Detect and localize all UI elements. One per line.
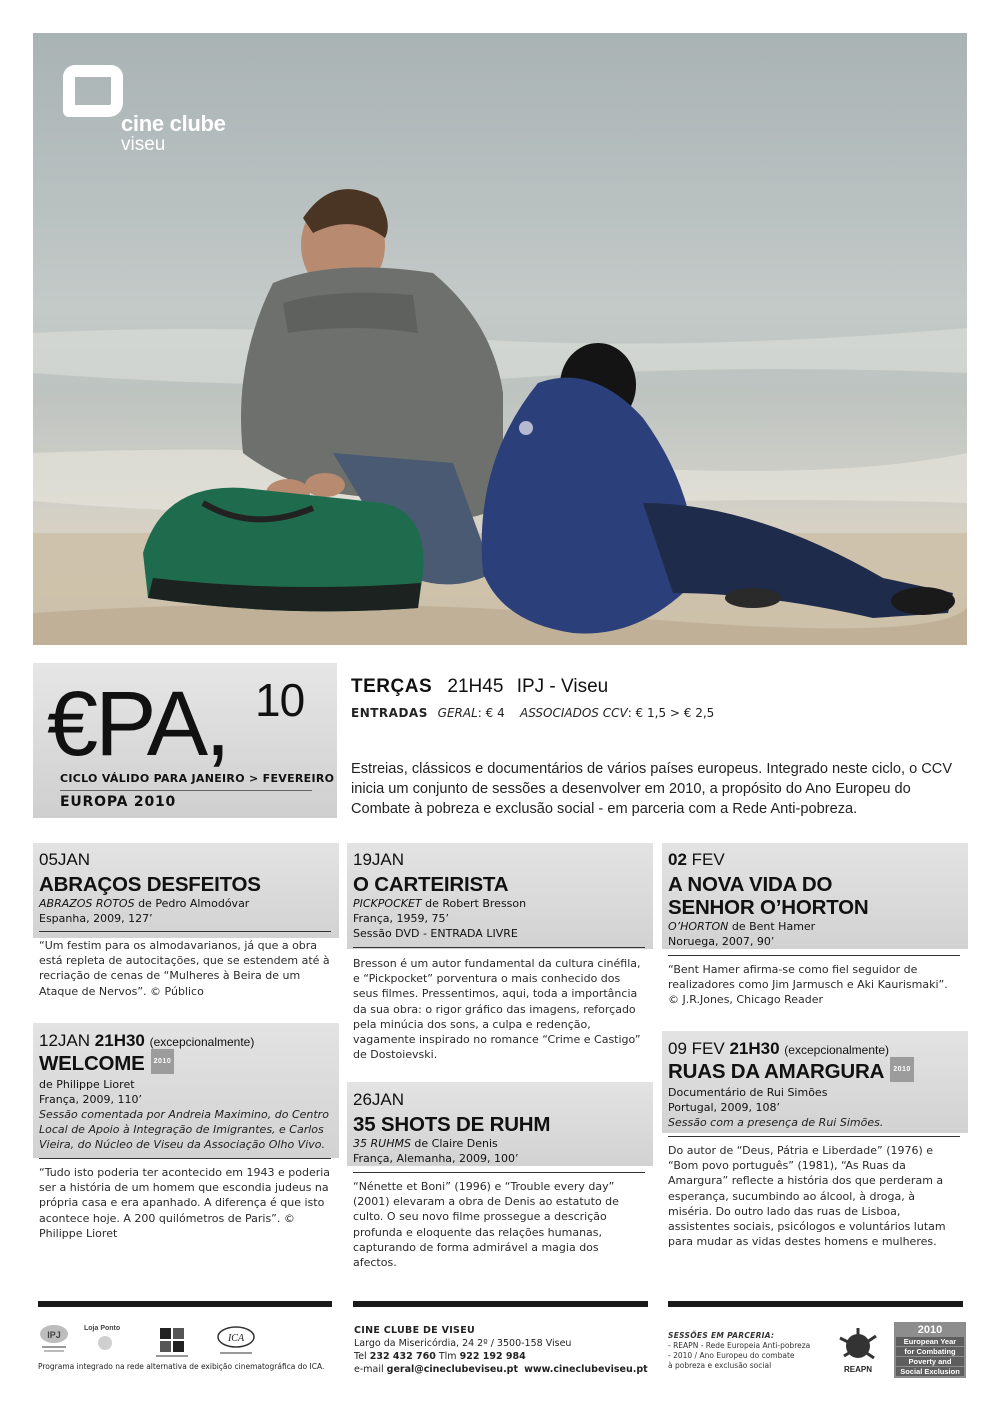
film-entry: [33, 843, 339, 1023]
film-director: de Claire Denis: [410, 1137, 498, 1150]
loja-ponto-logo-icon: [84, 1325, 120, 1350]
film-entry: [347, 1082, 653, 1270]
film-title-line-2: SENHOR O’HORTON: [668, 896, 869, 919]
european-year-badge: [894, 1322, 966, 1378]
film-note: Sessão com a presença de Rui Simões.: [668, 1116, 884, 1130]
film-director: de Bent Hamer: [728, 920, 816, 933]
film-entry: [662, 843, 968, 1023]
european-year-line: for Combating: [896, 1347, 964, 1356]
members-label: ASSOCIADOS CCV: [520, 706, 628, 720]
film-director: de Philippe Lioret: [39, 1078, 135, 1092]
program-subtitle: EUROPA 2010: [60, 794, 177, 810]
footer-bar-center: [353, 1301, 648, 1307]
film-divider: [39, 1158, 331, 1159]
film-title: [668, 1060, 960, 1085]
loja-ponto-text: Loja Ponto: [84, 1325, 121, 1332]
film-description: “Bent Hamer afirma-se como fiel seguidor de realizadores como Jim Jarmusch e Aki Kaurismaki”. © J.R.Jones, Chicago Reader: [668, 963, 948, 1007]
footer-bar-left: [38, 1301, 332, 1307]
general-price: : € 4: [477, 706, 505, 720]
film-title: [39, 1052, 331, 1077]
film-description: Bresson é um autor fundamental da cultura cinéfila, e “Pickpocket” porventura o mais conhecido dos seus filmes. Pressentimos, aqui, toda a importância da sua obra: o rigor gráfico das imagens, reforçado pela minúcia dos sons, a culpa e redenção, vagamente inspirado no romance “Crime e Castigo” de Dostoievski.: [353, 957, 641, 1062]
ipj-logo-icon: [40, 1325, 68, 1352]
org-name: CINE CLUBE DE VISEU: [354, 1325, 476, 1336]
film-description: “Tudo isto poderia ter acontecido em 1943 e poderia ser a história de um homem que escondia judeus na própria casa e era apanhado. A diferença é que isto acontece hoje. A 200 quilómetros de Paris”. © Philippe Lioret: [39, 1166, 331, 1240]
film-details: Espanha, 2009, 127’: [39, 912, 153, 925]
film-details: França, 1959, 75’: [353, 912, 450, 925]
film-day: 26: [353, 1090, 372, 1109]
camara-municipal-logo-icon: [156, 1328, 188, 1357]
film-details: França, 2009, 110’: [39, 1093, 143, 1107]
film-credit: [353, 1136, 645, 1151]
partner-heading: SESSÕES EM PARCERIA:: [668, 1331, 775, 1340]
film-date: [353, 1090, 645, 1110]
film-description: “Nénette et Boni” (1996) e “Trouble every day” (2001) elevaram a obra de Denis ao estatuto de culto. O seu novo filme prossegue a descrição profunda e eloquente das relações humanas, capturando de forma admirável a magia dos afectos.: [353, 1180, 619, 1270]
european-year-line: Social Exclusion: [896, 1367, 964, 1376]
tel-number: 232 432 760: [369, 1351, 436, 1362]
tlm-number: 922 192 984: [459, 1351, 526, 1362]
footer-bar-right: [668, 1301, 963, 1307]
program-title-superscript: 10: [255, 674, 305, 726]
film-credit: [39, 896, 331, 911]
sponsor-logos-graphic: [38, 1322, 338, 1362]
program-intro: Estreias, clássicos e documentários de vários países europeus. Integrado neste ciclo, o CCV inicia um conjunto de sessões a desenvolver em 2010, a propósito do Ano Europeu do Combate à pobreza e exclusão social - em parceria com a Rede Anti-pobreza.: [351, 761, 953, 817]
film-title: O CARTEIRISTA: [353, 873, 509, 896]
film-month: FEV: [691, 1039, 725, 1058]
film-divider: [39, 931, 331, 932]
logo-name: cine clube: [121, 111, 226, 136]
film-month: JAN: [371, 1090, 405, 1109]
film-original-title: O’HORTON: [668, 920, 729, 933]
partner-sessions: [668, 1331, 828, 1371]
film-title: ABRAÇOS DESFEITOS: [39, 873, 261, 896]
film-day: 05: [39, 850, 58, 869]
reapn-logo: [830, 1326, 886, 1376]
ipj-logo-text: IPJ: [47, 1330, 61, 1340]
email-label: e-mail: [354, 1364, 384, 1375]
film-director: Documentário de Rui Simões: [668, 1086, 828, 1100]
org-phones: [354, 1350, 654, 1363]
film-month: FEV: [691, 850, 725, 869]
film-title-text: RUAS DA AMARGURA: [668, 1060, 885, 1083]
org-web: [354, 1363, 654, 1376]
european-year-number: 2010: [917, 1324, 943, 1336]
email-link[interactable]: geral@cineclubeviseu.pt: [386, 1364, 519, 1375]
film-day: 02: [668, 850, 687, 869]
film-month: JAN: [57, 850, 91, 869]
program-title-box: [33, 663, 337, 818]
schedule-info: [351, 676, 971, 720]
film-original-title: 35 RUHMS: [353, 1137, 411, 1150]
film-details: França, Alemanha, 2009, 100’: [353, 1152, 519, 1165]
ica-logo-icon: [218, 1327, 254, 1354]
logo-city: viseu: [121, 134, 166, 155]
year-2010-badge: 2010: [151, 1049, 175, 1074]
film-divider: [668, 1136, 960, 1137]
film-description: Do autor de “Deus, Pátria e Liberdade” (1976) e “Bom povo português” (1981), “As Ruas da Amargura” reflecte a história dos que perderam a esperança, sucumbindo ao álcool, à droga, à miséria. Do outro lado das ruas de Lisboa, assistentes sociais, psicólogos e voluntários lutam para mudar as vidas destes homens e mulheres.: [668, 1144, 946, 1249]
film-entry: [33, 1023, 339, 1253]
film-date: [39, 850, 331, 870]
film-time: 21H30: [729, 1039, 780, 1058]
session-time: 21H45: [447, 676, 504, 697]
film-original-title: PICKPOCKET: [353, 897, 422, 910]
film-original-title: ABRAZOS ROTOS: [39, 897, 135, 910]
tlm-label: Tlm: [438, 1351, 457, 1362]
european-year-line: Poverty and: [896, 1357, 964, 1366]
film-title-line-1: A NOVA VIDA DO: [668, 873, 833, 896]
film-entry: [662, 1031, 968, 1261]
cine-clube-logo: [63, 65, 226, 155]
logo-screen-icon: [63, 65, 123, 117]
film-description: “Um festim para os almodavarianos, já que a obra está repleta de autocitações, que se estendem até à recriação de cenas de “Mulheres à Beira de um Ataque de Nervos”. © Público: [39, 939, 330, 998]
ica-logo-text: ICA: [227, 1333, 245, 1344]
film-special: (excepcionalmente): [149, 1035, 255, 1049]
prices-label: ENTRADAS: [351, 706, 428, 720]
ticket-prices: [351, 706, 971, 720]
film-date: [39, 1031, 331, 1052]
film-date: [668, 1039, 960, 1060]
sponsor-logos: [38, 1322, 338, 1362]
film-entry: [347, 843, 653, 1078]
session-venue: IPJ - Viseu: [516, 676, 609, 697]
tel-label: Tel: [354, 1351, 367, 1362]
footer-caption: Programa integrado na rede alternativa de exibição cinematográfica do ICA.: [38, 1362, 325, 1371]
film-divider: [353, 947, 645, 948]
year-2010-badge: 2010: [890, 1057, 914, 1082]
partner-line: - 2010 / Ano Europeu do combate: [668, 1351, 795, 1360]
title-divider: [60, 790, 312, 791]
film-day: 12: [39, 1031, 58, 1050]
film-title-text: WELCOME: [39, 1052, 145, 1075]
partner-line: - REAPN - Rede Europeia Anti-pobreza: [668, 1341, 811, 1350]
film-director: de Pedro Almodóvar: [134, 897, 250, 910]
hero-photo: [33, 33, 967, 645]
film-director: de Robert Bresson: [421, 897, 527, 910]
film-special: (excepcionalmente): [784, 1043, 890, 1057]
org-address: Largo da Misericórdia, 24 2º / 3500-158 Viseu: [354, 1338, 572, 1349]
film-date: [668, 850, 960, 870]
film-date: [353, 850, 645, 870]
film-divider: [668, 955, 960, 956]
website-link[interactable]: www.cineclubeviseu.pt: [524, 1364, 648, 1375]
film-credit: [353, 896, 645, 911]
reapn-text: REAPN: [843, 1365, 873, 1374]
session-schedule: [351, 676, 971, 698]
film-time: 21H30: [94, 1031, 145, 1050]
reapn-logo-icon: [830, 1326, 886, 1376]
film-details: Noruega, 2007, 90’: [668, 935, 775, 948]
general-label: GERAL: [437, 706, 478, 720]
film-title: 35 SHOTS DE RUHM: [353, 1113, 551, 1136]
film-note: Sessão comentada por Andreia Maximino, do Centro Local de Apoio à Integração de Imigrantes, e Carlos Vieira, do Núcleo de Viseu da Associação Olho Vivo.: [39, 1108, 329, 1152]
film-day: 19: [353, 850, 372, 869]
partner-line: à pobreza e exclusão social: [668, 1361, 772, 1370]
program-title: €PA,: [47, 673, 228, 775]
session-day: TERÇAS: [351, 676, 433, 697]
film-day: 09: [668, 1039, 687, 1058]
film-month: JAN: [371, 850, 405, 869]
film-details: Portugal, 2009, 108’: [668, 1101, 781, 1115]
contact-block: [354, 1324, 654, 1376]
film-month: JAN: [57, 1031, 91, 1050]
members-price: : € 1,5 > € 2,5: [627, 706, 715, 720]
film-extra: Sessão DVD - ENTRADA LIVRE: [353, 927, 518, 940]
film-credit: [668, 919, 960, 934]
cycle-validity: CICLO VÁLIDO PARA JANEIRO > FEVEREIRO: [60, 772, 335, 785]
film-divider: [353, 1172, 645, 1173]
european-year-line: European Year: [896, 1337, 964, 1346]
